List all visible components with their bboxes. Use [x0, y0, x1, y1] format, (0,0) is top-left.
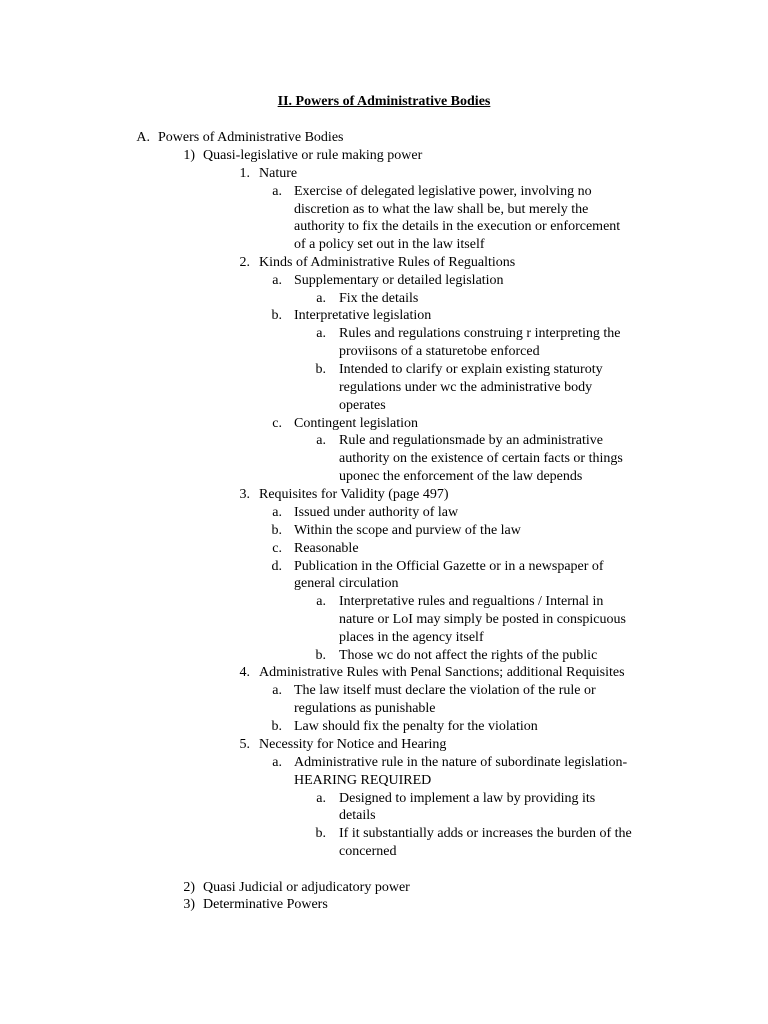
power-heading: Quasi-legislative or rule making power — [203, 148, 423, 163]
subitem-marker: b. — [271, 719, 282, 734]
text-line: nature or LoI may simply be posted in conspicuous — [339, 612, 626, 627]
subitem-marker: c. — [272, 541, 282, 556]
text-line: places in the agency itself — [339, 630, 484, 645]
item-marker: 2. — [239, 255, 250, 270]
item-heading: Administrative Rules with Penal Sanctions; additional Requisites — [259, 665, 625, 680]
text-line: Those wc do not affect the rights of the public — [339, 648, 598, 663]
text-line: Rule and regulationsmade by an administrative — [339, 433, 603, 448]
text-line: details — [339, 808, 376, 823]
subsubitem-marker: b. — [315, 826, 326, 841]
subitem-marker: a. — [272, 755, 282, 770]
text-line: Interpretative legislation — [294, 308, 432, 323]
power-heading: Quasi Judicial or adjudicatory power — [203, 880, 410, 895]
text-line: Exercise of delegated legislative power, involving no — [294, 184, 592, 199]
subsubitem-marker: a. — [316, 594, 326, 609]
text-line: general circulation — [294, 576, 399, 591]
power-marker: 3) — [183, 897, 195, 912]
text-line: Within the scope and purview of the law — [294, 523, 521, 538]
text-line: authority to fix the details in the execution or enforcement — [294, 219, 621, 234]
power-heading: Determinative Powers — [203, 897, 328, 912]
item-heading: Necessity for Notice and Hearing — [259, 737, 447, 752]
subitem-marker: a. — [272, 505, 282, 520]
item-heading: Kinds of Administrative Rules of Regualtions — [259, 255, 516, 270]
text-line: of a policy set out in the law itself — [294, 237, 485, 252]
text-line: Reasonable — [294, 541, 359, 556]
item-marker: 4. — [239, 665, 250, 680]
power-marker: 1) — [183, 148, 195, 163]
subsubitem-marker: a. — [316, 433, 326, 448]
text-line: HEARING REQUIRED — [294, 773, 432, 788]
power-marker: 2) — [183, 880, 195, 895]
subitem-marker: c. — [272, 416, 282, 431]
text-line: Issued under authority of law — [294, 505, 459, 520]
text-line: Fix the details — [339, 291, 419, 306]
text-line: Rules and regulations construing r interpreting the — [339, 326, 621, 341]
item-marker: 3. — [239, 487, 250, 502]
subitem-marker: a. — [272, 683, 282, 698]
text-line: If it substantially adds or increases the burden of the — [339, 826, 632, 841]
text-line: authority on the existence of certain facts or things — [339, 451, 623, 466]
text-line: Law should fix the penalty for the violation — [294, 719, 538, 734]
subsubitem-marker: a. — [316, 291, 326, 306]
section-heading: Powers of Administrative Bodies — [158, 130, 344, 145]
subitem-marker: b. — [271, 523, 282, 538]
section-marker: A. — [136, 130, 150, 145]
text-line: Administrative rule in the nature of subordinate legislation- — [294, 755, 628, 770]
subitem-marker: d. — [271, 559, 282, 574]
text-line: regulations as punishable — [294, 701, 436, 716]
text-line: Supplementary or detailed legislation — [294, 273, 504, 288]
subsubitem-marker: b. — [315, 362, 326, 377]
item-marker: 1. — [239, 166, 250, 181]
item-marker: 5. — [239, 737, 250, 752]
text-line: Interpretative rules and regualtions / Internal in — [339, 594, 604, 609]
subitem-marker: a. — [272, 273, 282, 288]
subsubitem-marker: a. — [316, 326, 326, 341]
subitem-marker: a. — [272, 184, 282, 199]
text-line: Publication in the Official Gazette or in a newspaper of — [294, 559, 604, 574]
item-heading: Requisites for Validity (page 497) — [259, 487, 449, 502]
text-line: concerned — [339, 844, 397, 859]
page-title: II. Powers of Administrative Bodies — [277, 94, 491, 109]
subitem-marker: b. — [271, 308, 282, 323]
text-line: The law itself must declare the violation of the rule or — [294, 683, 596, 698]
text-line: proviisons of a staturetobe enforced — [339, 344, 540, 359]
text-line: discretion as to what the law shall be, but merely the — [294, 202, 589, 217]
text-line: operates — [339, 398, 386, 413]
subsubitem-marker: b. — [315, 648, 326, 663]
text-line: Intended to clarify or explain existing staturoty — [339, 362, 603, 377]
subsubitem-marker: a. — [316, 791, 326, 806]
text-line: regulations under wc the administrative body — [339, 380, 593, 395]
item-heading: Nature — [259, 166, 298, 181]
text-line: uponec the enforcement of the law depends — [339, 469, 583, 484]
text-line: Designed to implement a law by providing its — [339, 791, 596, 806]
text-line: Contingent legislation — [294, 416, 419, 431]
